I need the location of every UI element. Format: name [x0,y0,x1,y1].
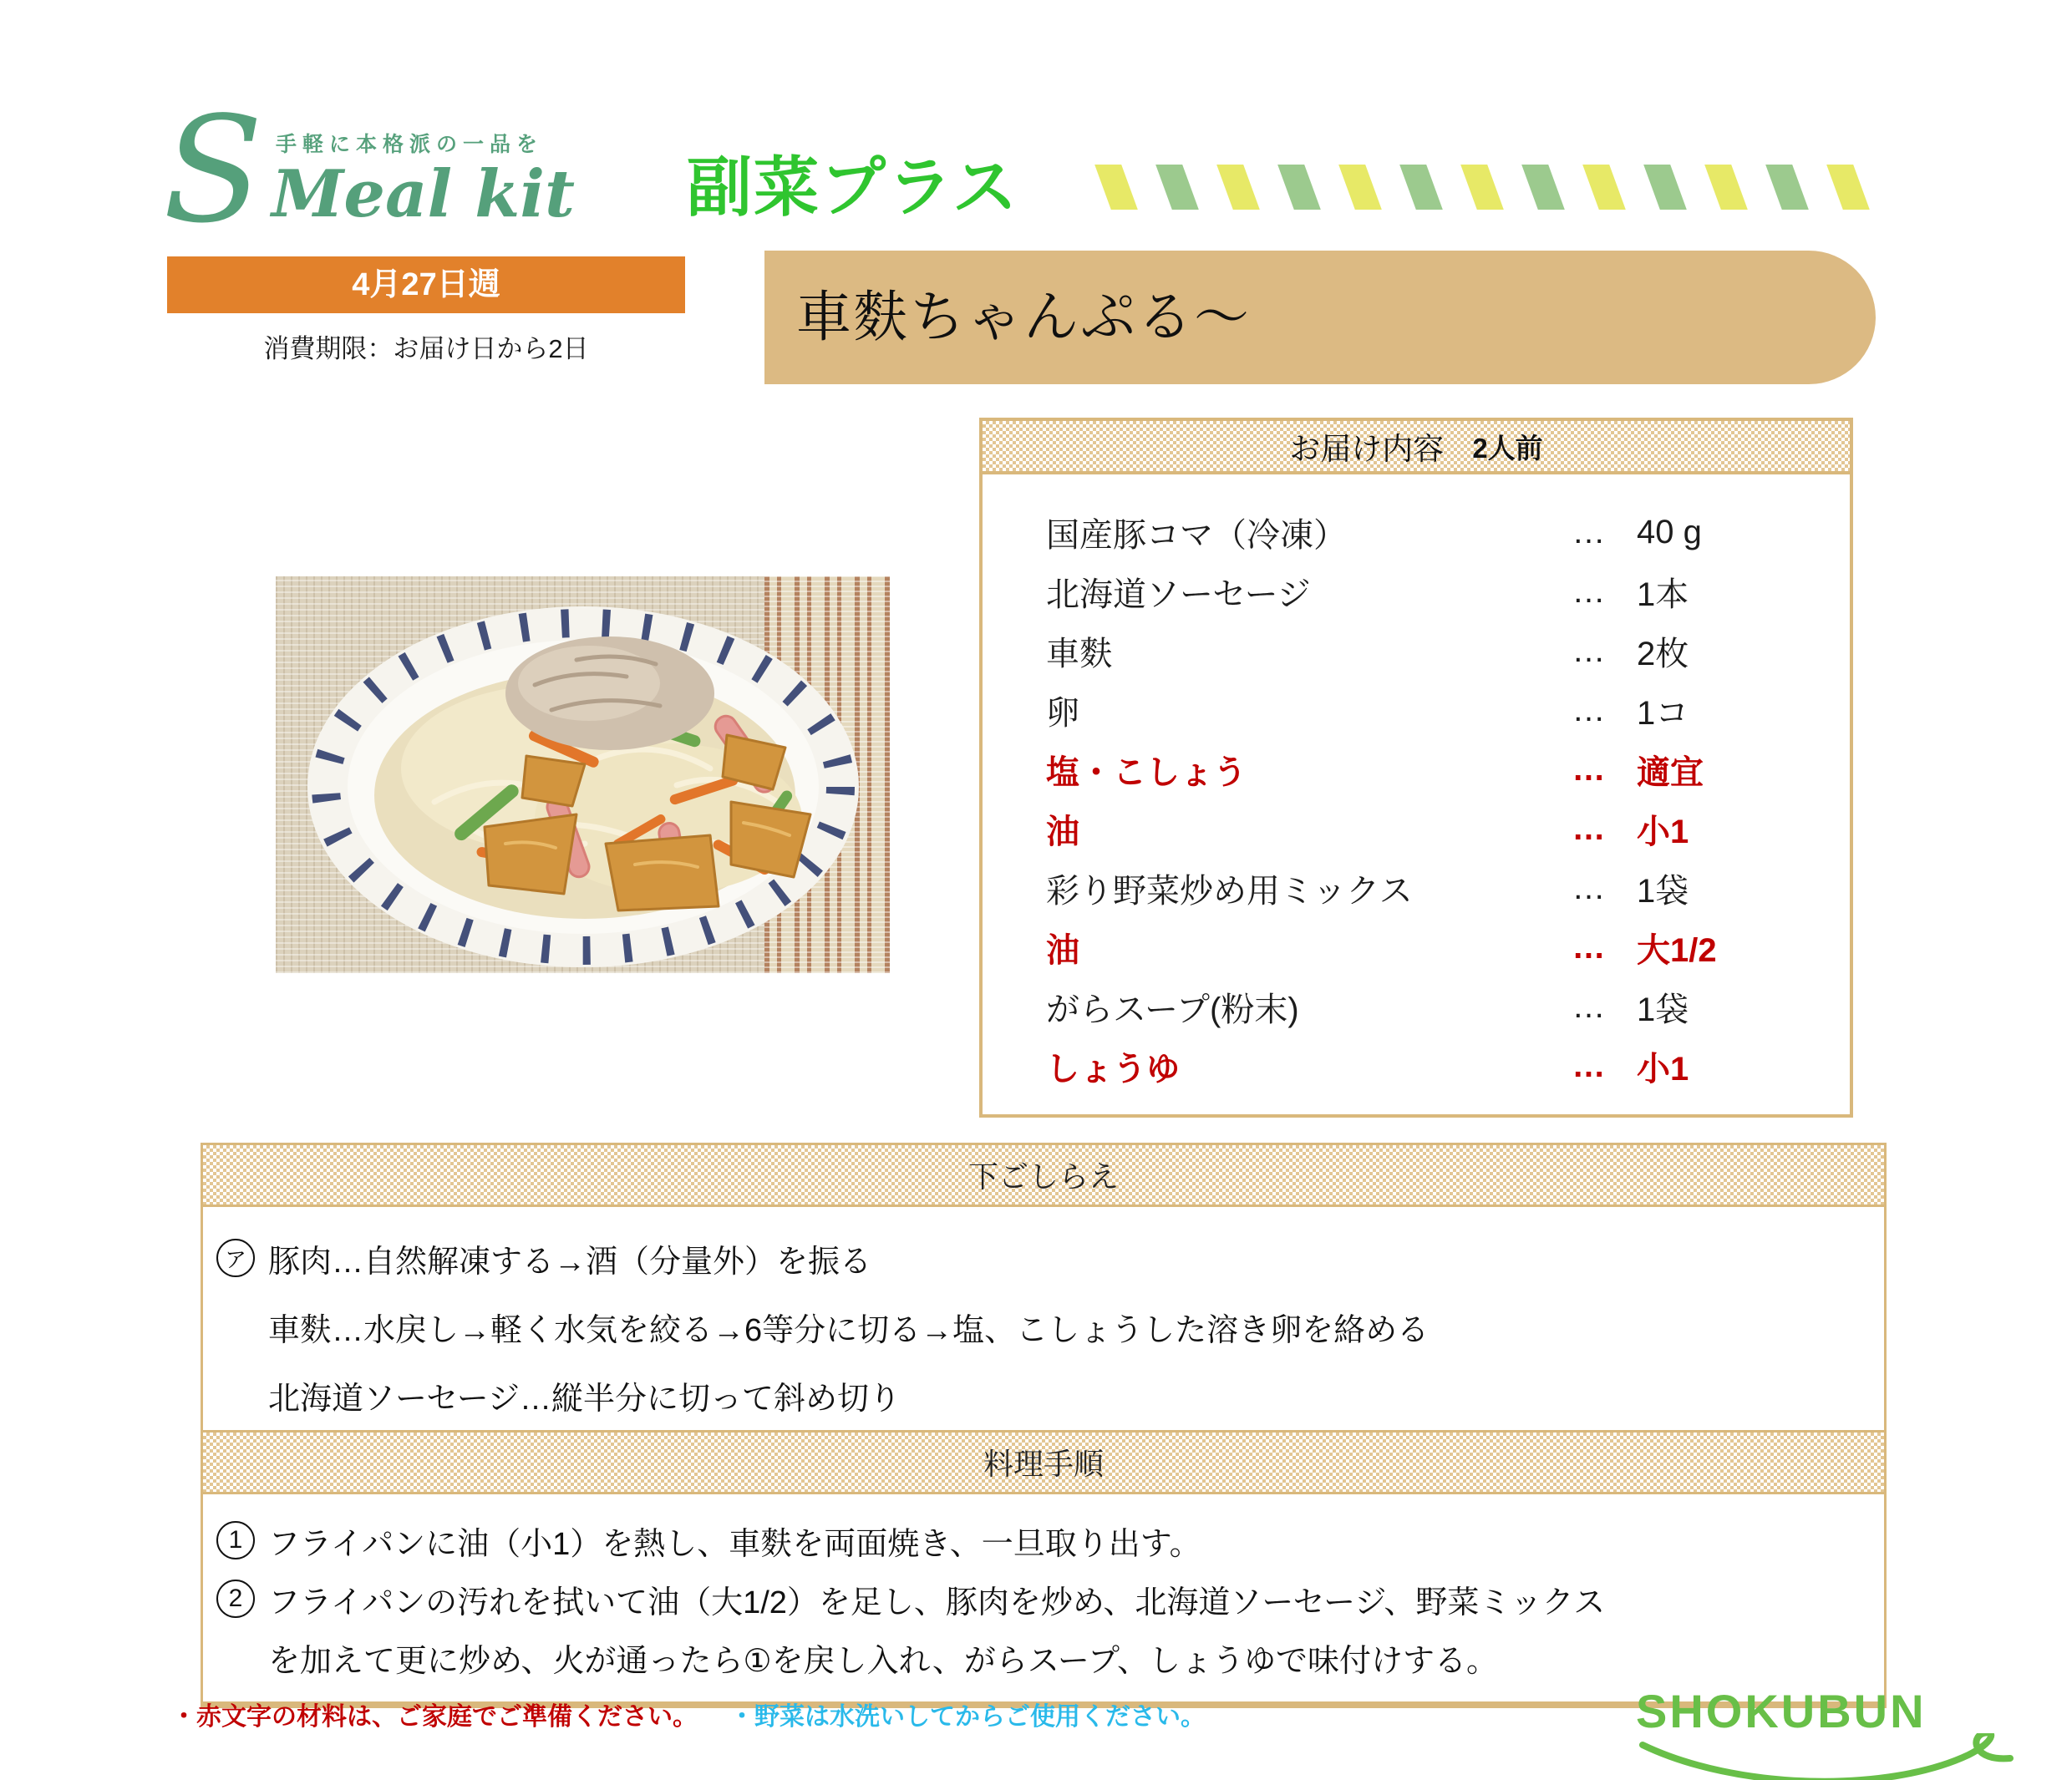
stripe [1094,165,1138,210]
week-banner: 4月27日週 [167,256,685,313]
steps-header: 料理手順 [203,1433,1884,1494]
prep-line [216,1292,1864,1361]
stripe [1826,165,1870,210]
ingredient-list [983,474,1850,1096]
delivery-contents-box [979,418,1853,1118]
meal-kit-logo [163,86,597,256]
step-lines [203,1494,1884,1701]
ingredient-quantity: 1袋 [1637,873,1689,910]
ingredient-row [983,1037,1850,1096]
prep-line [216,1361,1864,1429]
step-marker: 1 [216,1521,255,1559]
ingredient-ellipsis: … [1572,573,1606,610]
title-banner [764,251,1876,384]
step-marker: 2 [216,1580,255,1618]
prep-line-text: 豚肉…自然解凍する→酒（分量外）を振る [268,1244,872,1280]
decorative-stripes [1103,165,1896,210]
shokubun-logo-text: SHOKUBUN [1636,1685,1927,1737]
step-line [216,1570,1864,1628]
step-line [216,1511,1864,1570]
step-line [216,1628,1864,1686]
stripe [1338,165,1382,210]
ingredient-ellipsis: … [1572,632,1606,669]
stripe [1277,165,1321,210]
steps-section [201,1430,1887,1708]
servings-label: 2人前 [1472,432,1543,464]
ingredient-ellipsis: … [1572,514,1606,550]
ingredient-quantity: 1本 [1637,576,1689,613]
ingredient-row [983,562,1850,621]
stripe [1582,165,1626,210]
wash-vegetables-note: ・野菜は水洗いしてからご使用ください。 [729,1703,1206,1731]
logo-tagline: 手軽に本格派の一品を [276,133,544,156]
food-photo [276,576,890,973]
stripe [1216,165,1260,210]
series-label: 副菜プラス [687,150,1019,224]
ingredient-quantity: 小1 [1637,814,1689,850]
shokubun-swoosh [1636,1733,2029,1780]
ingredient-name: 国産豚コマ（冷凍） [1046,517,1347,554]
ingredient-name: 卵 [1046,695,1079,732]
footer-notes [171,1696,1206,1732]
ingredient-row [983,799,1850,859]
ingredient-quantity: 1袋 [1637,991,1689,1028]
recipe-title: 車麩ちゃんぷる～ [796,286,1251,347]
ingredient-ellipsis: … [1572,988,1606,1025]
ingredient-row [983,977,1850,1037]
step-line-text: フライパンに油（小1）を熱し、車麩を両面焼き、一旦取り出す。 [268,1526,1201,1562]
ingredient-ellipsis: … [1572,692,1606,728]
ingredient-name: 北海道ソーセージ [1046,576,1311,613]
delivery-contents-header [983,421,1850,474]
ingredient-quantity: 1コ [1637,695,1689,732]
step-line-text: を加えて更に炒め、火が通ったら①を戻し入れ、がらスープ、しょうゆで味付けする。 [268,1643,1498,1679]
ingredient-row [983,918,1850,977]
ingredient-row [983,859,1850,918]
stripe [1399,165,1443,210]
ingredient-row [983,740,1850,799]
stripe [1155,165,1199,210]
prep-line-text: 車麩…水戻し→軽く水気を絞る→6等分に切る→塩、こしょうした溶き卵を絡める [268,1312,1430,1348]
ingredient-name: 車麩 [1046,636,1113,672]
ingredient-ellipsis: … [1572,751,1606,788]
stripe [1643,165,1687,210]
shokubun-logo [1636,1684,2037,1780]
stripe [1521,165,1565,210]
stripe [1704,165,1748,210]
ingredient-quantity: 2枚 [1637,636,1689,672]
ingredient-ellipsis: … [1572,870,1606,906]
ingredient-name: 塩・こしょう [1046,754,1247,791]
expiry-note: 消費期限：お届け日から2日 [263,334,589,363]
dish-illustration [276,576,890,973]
ingredient-quantity: 適宜 [1637,754,1704,791]
prep-section [201,1143,1887,1447]
red-ingredients-note: ・赤文字の材料は、ご家庭でご準備ください。 [171,1703,698,1731]
ingredient-name: 彩り野菜炒め用ミックス [1046,873,1413,910]
stripe [1460,165,1504,210]
stripe [1765,165,1809,210]
logo-script: Meal kit [272,156,575,232]
prep-header: 下ごしらえ [203,1145,1884,1207]
ingredient-quantity: 40 g [1637,514,1702,550]
prep-lines [203,1207,1884,1444]
step-line-text: フライパンの汚れを拭いて油（大1/2）を足し、豚肉を炒め、北海道ソーセージ、野菜ミックス [268,1585,1606,1620]
ingredient-name: 油 [1046,814,1079,850]
ingredient-ellipsis: … [1572,929,1606,966]
ingredient-ellipsis: … [1572,1047,1606,1084]
ingredient-quantity: 小1 [1637,1051,1689,1088]
delivery-header-label: お届け内容 [1289,432,1445,466]
ingredient-quantity: 大1/2 [1637,932,1717,969]
ingredient-row [983,621,1850,681]
ingredient-row [983,681,1850,740]
prep-line [216,1224,1864,1292]
ingredient-ellipsis: … [1572,810,1606,847]
prep-line-text: 北海道ソーセージ…縦半分に切って斜め切り [268,1381,901,1417]
ingredient-row [983,503,1850,562]
ingredient-name: がらスープ(粉末) [1046,991,1299,1028]
ingredient-name: しょうゆ [1046,1051,1180,1088]
logo-s-glyph: S [163,86,263,256]
ingredient-name: 油 [1046,932,1079,969]
step-marker: ア [216,1239,255,1277]
